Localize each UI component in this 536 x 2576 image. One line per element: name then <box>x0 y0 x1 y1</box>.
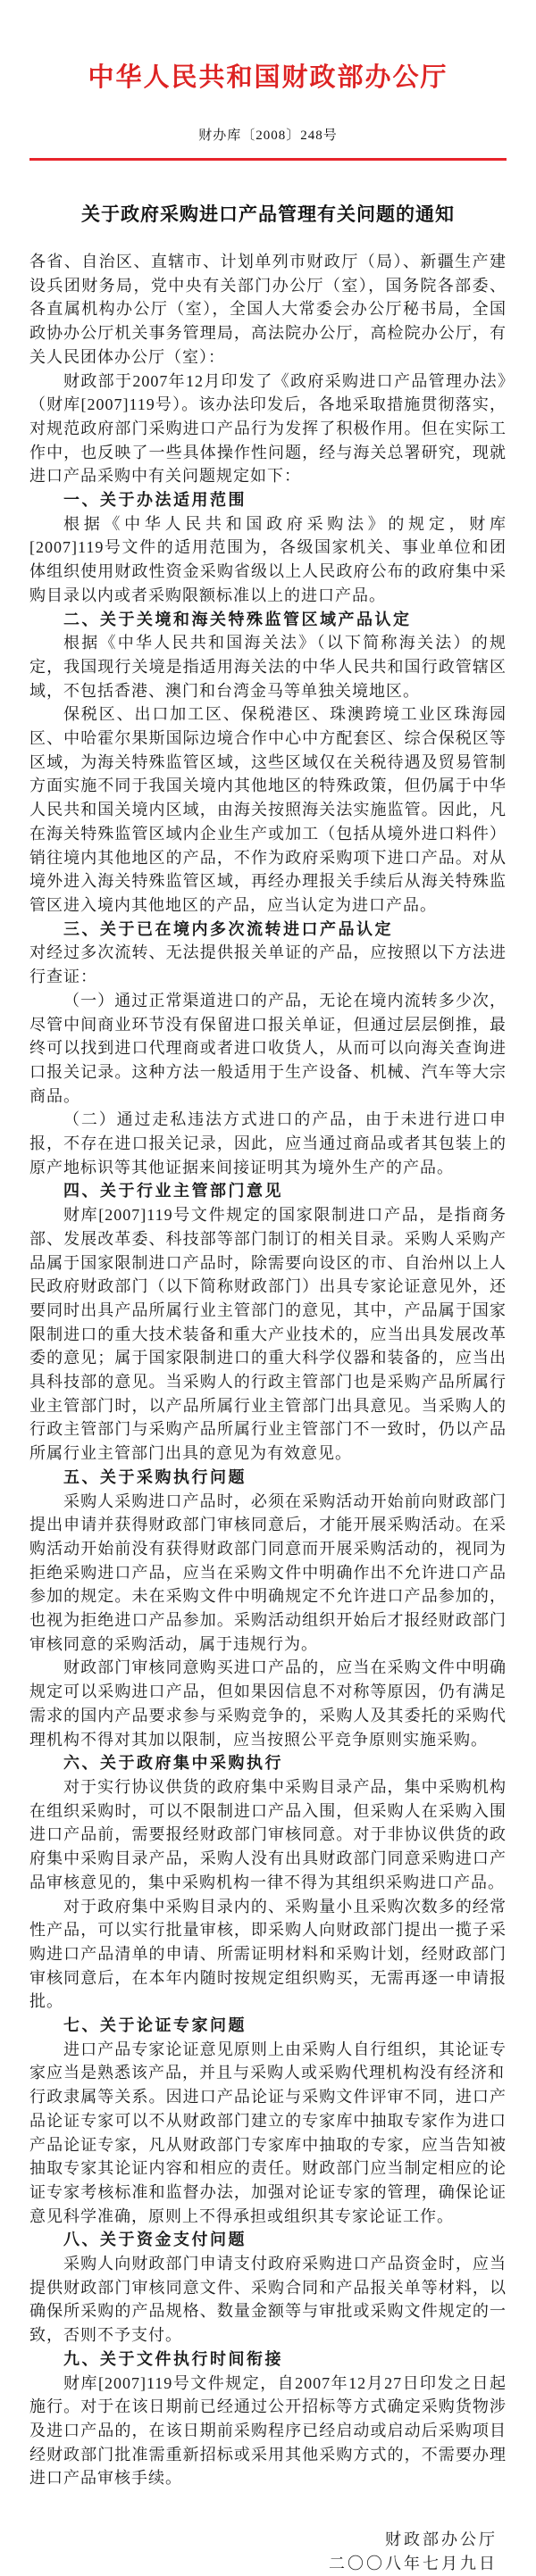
section-heading: 四、关于行业主管部门意见 <box>63 1182 283 1201</box>
section-heading: 六、关于政府集中采购执行 <box>63 1754 283 1773</box>
recipients-paragraph: 各省、自治区、直辖市、计划单列市财政厅（局）、新疆生产建设兵团财务局，党中央有关部门办公厅（室），国务院各部委、各直属机构办公厅（室），全国人大常委会办公厅秘书局，全国政协办公厅机关事务管理局，高法院办公厅，高检院办公厅，有关人民团体办公厅（室）： <box>29 253 507 366</box>
red-divider-rule <box>29 158 507 161</box>
section-heading: 八、关于资金支付问题 <box>63 2231 247 2249</box>
body-paragraph: 进口产品专家论证意见原则上由采购人自行组织，其论证专家应当是熟悉该产品，并且与采购人或采购代理机构没有经济和 <box>29 2040 507 2082</box>
body-paragraph: 对于实行协议供货的政府集中采购目录产品，集中采购机构在组织采购时，可以不限制进口产品入围，但采购人在采购入围进口产品前，需要报经财政部门审核同意。对于非协议供货的政府集中采购目录产品，采购人没有出具财政部门同意采购进口产品审核意见的，集中采购机构一律不得为其组织采购进口产品。 <box>29 1778 507 1891</box>
section-heading: 五、关于采购执行问题 <box>63 1467 247 1486</box>
body-paragraph: 财政部于2007年12月印发了《政府采购进口产品管理办法》（财库[2007]119号）。该办法印发后，各地采取措施贯彻落实，对规范政府部门采购进口产品行为发挥了积极作用。但在实际工作中，也反映了一些具体操作性问题，经与海关总署研究，现就进口产品采购中有关问题规定如下： <box>29 371 507 486</box>
body-paragraph: 采购人采购进口产品时，必须在采购活动开始前向财政部门提出申请并获得财政部门审核同意后，才能开展采购活动。在采购活动开始前没有获得财政部门同意而开展采购活动的，视同为拒绝采购进口产品，应当在采购文件中明确作出不允许进口产品参加的规定。未在采购文件中明确规定不允许进口产品参加的，也视为拒绝进口产品参加。采购活动组织开始后才报经财政部门审核同意的采购活动，属于违规行为。 <box>29 1492 507 1653</box>
body-paragraph: 保税区、出口加工区、保税港区、珠澳跨境工业区珠海园区、中哈霍尔果斯国际边境合作中心中方配套区、综合保税区等区域，为海关特殊监管区域，这些区域仅在关税待遇及贸易管制方面实施不同于我国关境内其他地区的特殊政策，但仍属于中华人民共和国关境内区域，由海关按照海关法实施监管。因此，凡在海关特殊监管区域内企业生产或加工（包括从境外进口料件）销往境内其他地区的产品，不作为政府采购项下进口产品。对从境外进入海关特殊监管区域，再经办理报关手续后从海关特殊监管区进入境内其他地区的产品，应当认定为进口产品。 <box>29 705 507 914</box>
section-heading: 九、关于文件执行时间衔接 <box>63 2349 283 2368</box>
body-paragraph: 采购人向财政部门申请支付政府采购进口产品资金时，应当提供财政部门审核同意文件、采购合同和产品报关单等材料，以确保所采购的产品规格、数量金额等与审批或采购文件规定的一致，否则不予支付。 <box>29 2255 507 2345</box>
signature-organization: 财政部办公厅 <box>385 2530 498 2549</box>
issuing-organization-title: 中华人民共和国财政部办公厅 <box>88 63 448 92</box>
document-body <box>29 250 507 2490</box>
body-paragraph: 财库[2007]119号文件规定的国家限制进口产品，是指商务部、发展改革委、科技部等部门制订的相关目录。采购人采购产品属于国家限制进口产品时，除需要向设区的市、自治州以上人民政府财政部门（以下简称财政部门）出具专家论证意见外，还要同时出具产品所属行业主管部门的意见，其中，产品属于国家限制进口的重大技术装备和重大产业技术的，应当出具发展改革委的意见；属于国家限制进口的重大科学仪器和装备的，应当出具科技部的意见。当采购人的行政主管部门也是采购产品所属行业主管部门时，以产品所属行业主管部门出具意见。当采购人的行政主管部门与采购产品所属行业主管部门不一致时，仍以产品所属行业主管部门出具的意见为有效意见。 <box>29 1206 507 1463</box>
signature-block <box>29 2528 507 2576</box>
body-paragraph: 根据《中华人民共和国政府采购法》的规定，财库[2007]119号文件的适用范围为，各级国家机关、事业单位和团体组织使用财政性资金采购省级以上人民政府公布的政府集中采购目录以内或者采购限额标准以上的进口产品。 <box>29 514 507 604</box>
body-paragraph: 财库[2007]119号文件规定，自2007年12月27日印发之日起施行。对于在该日期前已经通过公开招标等方式确定采购货物涉及进口产品的，在该日期前采购程序已经启动或启动后采购项目经财政部门批准需重新招标或采用其他采购方式的，不需要办理进口产品审核手续。 <box>29 2373 507 2488</box>
body-paragraph: 对经过多次流转、无法提供报关单证的产品，应按照以下方法进行查证： <box>29 943 507 986</box>
section-heading: 三、关于已在境内多次流转进口产品认定 <box>63 919 393 938</box>
body-paragraph: 财政部门审核同意购买进口产品的，应当在采购文件中明确规定可以采购进口产品，但如果因信息不对称等原因，仍有满足需求的国内产品要求参与采购竞争的，采购人及其委托的采购代理机构不得对其加以限制，应当按照公平竞争原则实施采购。 <box>29 1658 507 1749</box>
document-title: 关于政府采购进口产品管理有关问题的通知 <box>81 204 455 225</box>
body-paragraph: 根据《中华人民共和国海关法》（以下简称海关法）的规定，我国现行关境是指适用海关法的中华人民共和国行政管辖区域，不包括香港、澳门和台湾金马等单独关境地区。 <box>29 634 507 700</box>
section-heading: 七、关于论证专家问题 <box>63 2016 247 2035</box>
body-paragraph: 对于政府集中采购目录内的、采购量小且采购次数多的经常性产品，可以实行批量审核，即采购人向财政部门提出一揽子采购进口产品清单的申请、所需证明材料和采购计划，经财政部门审核同意后，在本年内随时按规定组织购买，无需再逐一申请报批。 <box>29 1897 507 2011</box>
section-heading: 一、关于办法适用范围 <box>63 491 247 510</box>
signature-date: 二〇〇八年七月九日 <box>329 2555 498 2573</box>
section-heading: 二、关于关境和海关特殊监管区域产品认定 <box>63 610 412 628</box>
body-paragraph: 行政隶属等关系。因进口产品论证与采购文件评审不同，进口产品论证专家可以不从财政部门建立的专家库中抽取专家作为进口产品论证专家，凡从财政部门专家库中抽取的专家，应当告知被抽取专家其论证内容和相应的责任。财政部门应当制定相应的论证专家考核标准和监督办法，加强对论证专家的管理，确保论证意见科学准确，原则上不得承担或组织其专家论证工作。 <box>29 2088 507 2225</box>
body-paragraph: （二）通过走私违法方式进口的产品，由于未进行进口申报，不存在进口报关记录，因此，应当通过商品或者其包装上的原产地标识等其他证据来间接证明其为境外生产的产品。 <box>29 1110 507 1176</box>
body-paragraph: （一）通过正常渠道进口的产品，无论在境内流转多少次，尽管中间商业环节没有保留进口报关单证，但通过层层倒推，最终可以找到进口代理商或者进口收货人，从而可以向海关查询进口报关记录。这种方法一般适用于生产设备、机械、汽车等大宗商品。 <box>29 991 507 1105</box>
document-number: 财办库〔2008〕248号 <box>198 129 338 143</box>
